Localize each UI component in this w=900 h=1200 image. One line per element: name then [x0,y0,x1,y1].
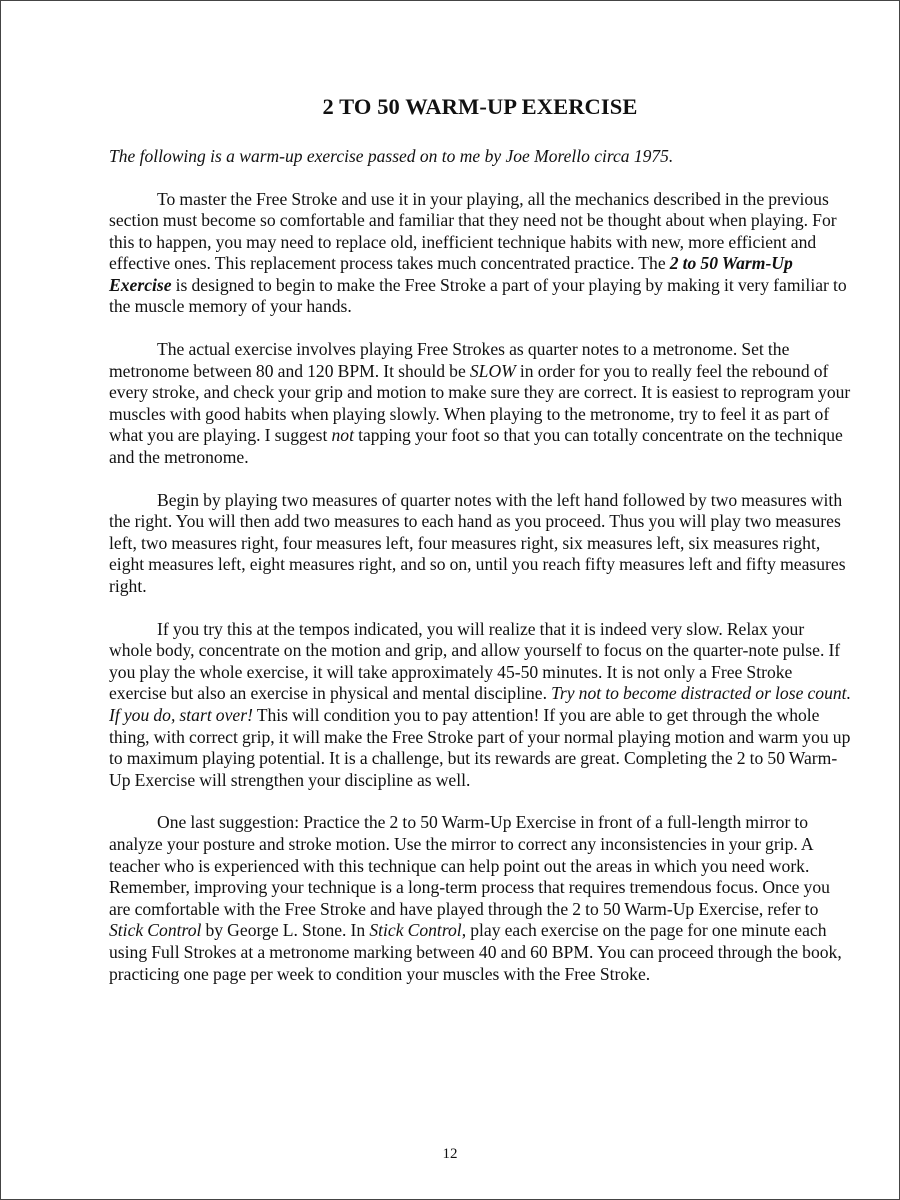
text-run: tapping your foot so that you can totally concentrate on the technique and the metronome. [109,425,843,468]
paragraph-2 [109,339,851,469]
text-run: is designed to begin to make the Free Stroke a part of your playing by making it very familiar to the muscle memory of your hands. [109,274,847,317]
text-run: , play each exercise on the page for one minute each using Full Strokes at a metronome marking between 40 and 60 BPM. You can proceed through the book, practicing one page per week to condition your muscles with the Free Stroke. [109,920,842,984]
text-run: This will condition you to pay attention! If you are able to get through the whole thing, with correct grip, it will make the Free Stroke part of your normal playing motion and warm you up to maximum playing potential. It is a challenge, but its rewards are great. Completing the 2 to 50 Warm-Up Exercise will strengthen your discipline as well. [109,704,851,790]
paragraph-5 [109,812,851,985]
text-run: One last suggestion: Practice the 2 to 50 Warm-Up Exercise in front of a full-length mirror to analyze your posture and stroke motion. Use the mirror to correct any inconsistencies in your grip. A teacher who is experienced with this technique can help point out the areas in which you need work. Remember, improving your technique is a long-term process that requires tremendous focus. Once you are comfortable with the Free Stroke and have played through the 2 to 50 Warm-Up Exercise, refer to [109,812,830,919]
emphasis-italic: SLOW [469,360,516,381]
book-title-italic: Stick Control [109,920,202,941]
book-title-italic: Stick Control [369,920,462,941]
paragraph-3 [109,490,851,598]
intro-line: The following is a warm-up exercise passed on to me by Joe Morello circa 1975. [109,146,674,166]
document-body [109,94,851,1006]
emphasis-bold-italic: 2 to 50 Warm-Up Exercise [109,253,793,295]
paragraph-4 [109,619,851,792]
text-run: The actual exercise involves playing Free Strokes as quarter notes to a metronome. Set the metronome between 80 and 120 BPM. It should be [109,339,790,381]
text-run: in order for you to really feel the rebound of every stroke, and check your grip and motion to make sure they are correct. It is easiest to reprogram your muscles with good habits when playing slowly. When playing to the metronome, try to feel it as part of what you are playing. I suggest [109,360,851,446]
page-number: 12 [442,1146,458,1162]
emphasis-italic: Try not to become distracted or lose count. If you do, start over! [109,683,851,725]
text-run: by George L. Stone. In [201,920,370,941]
text-run: If you try this at the tempos indicated, you will realize that it is indeed very slow. Relax your whole body, concentrate on the motion and grip, and allow yourself to focus on the quarter-note pulse. If you play the whole exercise, it will take approximately 45-50 minutes. It is not only a Free Stroke exercise but also an exercise in physical and mental discipline. [109,618,841,704]
emphasis-italic: not [331,425,354,446]
text-run: Begin by playing two measures of quarter notes with the left hand followed by two measures with the right. You will then add two measures to each hand as you proceed. Thus you will play two measures left, two measures right, four measures left, four measures right, six measures left, six measures right, eight measures left, eight measures right, and so on, until you reach fifty measures left and fifty measures right. [109,489,846,596]
paragraph-1 [109,189,851,319]
text-run: To master the Free Stroke and use it in your playing, all the mechanics described in the previous section must become so comfortable and familiar that they need not be thought about when playing. For this to happen, you may need to replace old, inefficient technique habits with new, more efficient and effective ones. This replacement process takes much concentrated practice. The [109,188,837,274]
page-title: 2 TO 50 WARM-UP EXERCISE [322,94,638,119]
